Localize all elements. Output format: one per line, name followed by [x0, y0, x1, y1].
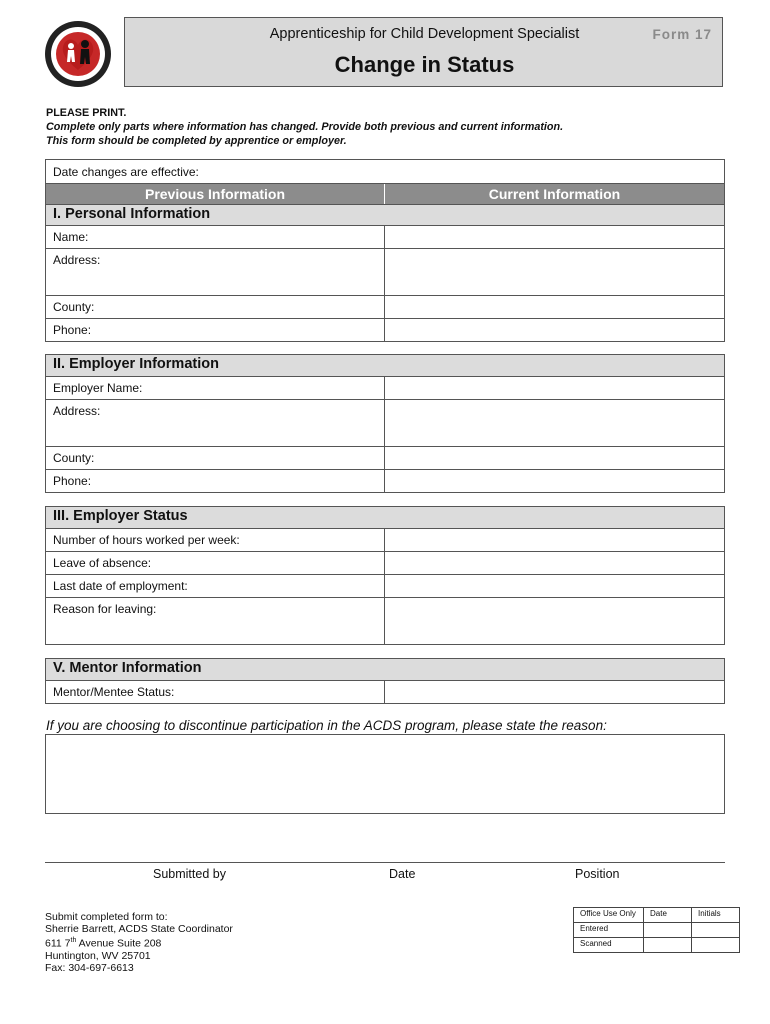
signature-line[interactable] — [45, 862, 725, 863]
curr-hours-field[interactable] — [385, 529, 724, 551]
prev-employer-phone-field[interactable]: Phone: — [46, 470, 385, 492]
date-label: Date — [389, 867, 416, 881]
prev-hours-field[interactable]: Number of hours worked per week: — [46, 529, 385, 551]
discontinue-label: If you are choosing to discontinue participation in the ACDS program, please state the reason: — [46, 718, 607, 733]
address-line3: 611 7th Avenue Suite 208 — [45, 937, 162, 950]
prev-last-date-field[interactable]: Last date of employment: — [46, 575, 385, 597]
office-entered-initials[interactable] — [692, 923, 740, 938]
instruction-print: PLEASE PRINT. — [46, 107, 127, 119]
form-header — [124, 17, 723, 87]
submitted-by-label: Submitted by — [153, 867, 226, 881]
prev-employer-county-field[interactable]: County: — [46, 447, 385, 469]
discontinue-reason-field[interactable] — [45, 734, 725, 814]
acds-logo — [44, 20, 112, 88]
address-line1: Submit completed form to: — [45, 911, 168, 923]
prev-reason-field[interactable]: Reason for leaving: — [46, 598, 385, 644]
prev-phone-field[interactable]: Phone: — [46, 319, 385, 341]
curr-mentor-status-field[interactable] — [385, 681, 724, 703]
form-number: Form 17 — [652, 27, 712, 42]
curr-reason-field[interactable] — [385, 598, 724, 644]
prev-mentor-status-field[interactable]: Mentor/Mentee Status: — [46, 681, 385, 703]
address-fax: Fax: 304-697-6613 — [45, 961, 134, 974]
personal-info-table — [45, 159, 725, 342]
position-label: Position — [575, 867, 620, 881]
office-use-table — [573, 907, 740, 953]
office-scanned-initials[interactable] — [692, 938, 740, 953]
instructions — [46, 106, 563, 148]
curr-employer-address-field[interactable] — [385, 400, 724, 446]
prev-employer-name-field[interactable]: Employer Name: — [46, 377, 385, 399]
curr-employer-name-field[interactable] — [385, 377, 724, 399]
office-scanned-label: Scanned — [574, 938, 644, 953]
office-scanned-date[interactable] — [644, 938, 692, 953]
employer-info-table — [45, 354, 725, 493]
current-info-header: Current Information — [385, 184, 724, 204]
office-entered-date[interactable] — [644, 923, 692, 938]
header-subtitle: Apprenticeship for Child Development Specialist — [269, 26, 580, 42]
office-entered-label: Entered — [574, 923, 644, 938]
office-use-header: Office Use Only — [574, 908, 644, 923]
previous-info-header: Previous Information — [46, 184, 385, 204]
prev-name-field[interactable]: Name: — [46, 226, 385, 248]
submit-address — [45, 911, 233, 974]
prev-leave-field[interactable]: Leave of absence: — [46, 552, 385, 574]
address-line2: Sherrie Barrett, ACDS State Coordinator — [45, 923, 233, 935]
section-employer-title: II. Employer Information — [46, 355, 724, 376]
prev-address-field[interactable]: Address: — [46, 249, 385, 295]
mentor-info-table — [45, 658, 725, 704]
prev-county-field[interactable]: County: — [46, 296, 385, 318]
section-status-title: III. Employer Status — [46, 507, 724, 528]
curr-employer-phone-field[interactable] — [385, 470, 724, 492]
curr-address-field[interactable] — [385, 249, 724, 295]
prev-employer-address-field[interactable]: Address: — [46, 400, 385, 446]
curr-name-field[interactable] — [385, 226, 724, 248]
curr-employer-county-field[interactable] — [385, 447, 724, 469]
address-line4: Huntington, WV 25701 — [45, 949, 151, 962]
curr-phone-field[interactable] — [385, 319, 724, 341]
curr-county-field[interactable] — [385, 296, 724, 318]
office-initials-header: Initials — [692, 908, 740, 923]
section-personal-title: I. Personal Information — [46, 205, 724, 225]
acds-seal-icon — [44, 20, 112, 88]
office-date-header: Date — [644, 908, 692, 923]
date-effective-field[interactable]: Date changes are effective: — [53, 165, 199, 179]
curr-last-date-field[interactable] — [385, 575, 724, 597]
instruction-who: This form should be completed by apprentice or employer. — [46, 135, 347, 147]
instruction-complete: Complete only parts where information has changed. Provide both previous and current information. — [46, 121, 564, 133]
section-mentor-title: V. Mentor Information — [46, 659, 724, 680]
employer-status-table — [45, 506, 725, 645]
curr-leave-field[interactable] — [385, 552, 724, 574]
page-title: Change in Status — [334, 52, 515, 77]
